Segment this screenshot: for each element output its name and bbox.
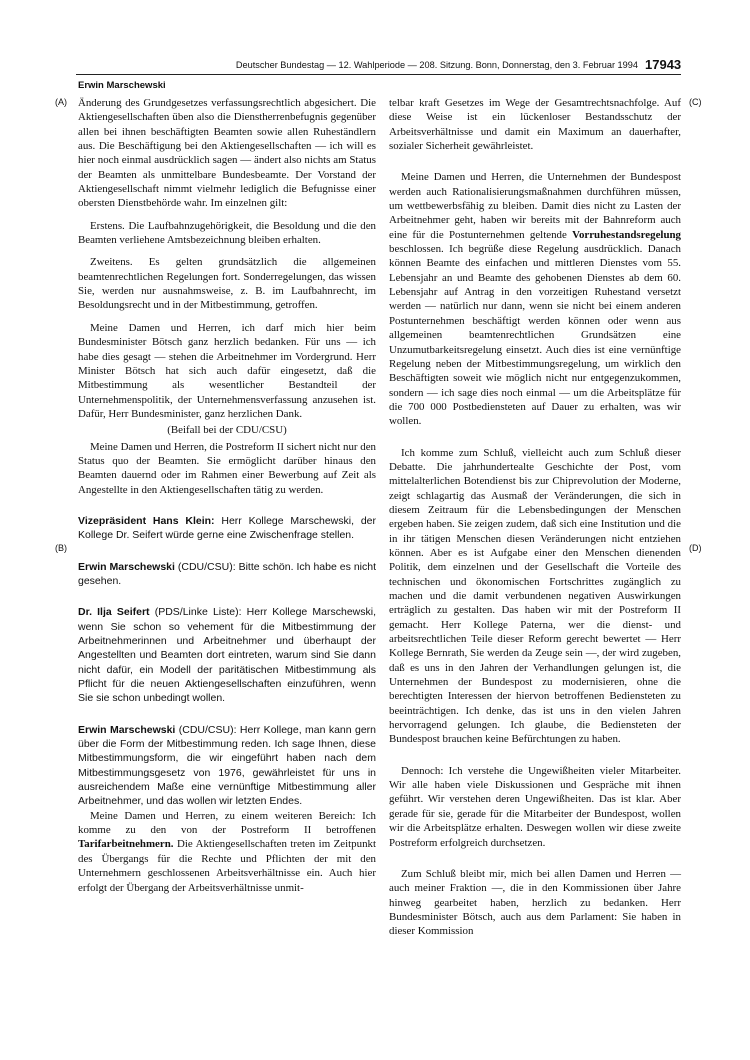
speech-vizepraesident bbox=[78, 514, 376, 543]
speech-text: Herr Kollege Marschewski, der Kollege Dr. Seifert würde gerne eine Zwischenfrage stellen. bbox=[78, 514, 376, 542]
speaker-name: Erwin Marschewski bbox=[78, 560, 175, 573]
speech-text: (CDU/CSU): Bitte schön. Ich habe es nicht gesehen. bbox=[78, 560, 376, 587]
speaker-name: Vizepräsident Hans Klein: bbox=[78, 514, 215, 527]
paragraph: telbar kraft Gesetzes im Wege der Gesamtrechtsnachfolge. Auf diese Weise ist ein lückenloser Bestandsschutz der Arbeitsverhältnisse und damit ein Maximum an dauerhafter, sozialer Sicherheit gewährleistet. bbox=[389, 97, 681, 153]
speech-text: (PDS/Linke Liste): Herr Kollege Marschewski, wenn Sie schon so vehement für die Mitbestimmung der Arbeitnehmerinnen und Arbeitnehmer und überhaupt der Angestellten und Beamten dort eintreten, warum sind Sie dann nicht dafür, ein Modell der paritätischen Mitbestimmung als Pflicht für die neuen Aktiengesellschaften einzuführen, wenn Sie sie schon unbedingt wollen. bbox=[78, 606, 376, 705]
paragraph bbox=[389, 170, 681, 428]
paragraph: Meine Damen und Herren, ich darf mich hier beim Bundesminister Bötsch ganz herzlich bedanken. Für uns — ich habe dies gesagt — stehen die Arbeitnehmer im Vordergrund. Herr Minister Bötsch hat sich auch dafür eingesetzt, daß die Mitbestimmung als wesentlicher Bestandteil der Unternehmenspolitik, der Unternehmensverfassung anzusehen ist. Dafür, Herr Bundesminister, ganz herzlichen Dank. bbox=[78, 321, 376, 420]
speech-marschewski bbox=[78, 723, 376, 809]
header-rule bbox=[76, 74, 681, 75]
text-run: Meine Damen und Herren, die Unternehmen der Bundespost werden auch Rationalisierungsmaßnahmen durchführen müssen, um wettbewerbsfähig zu bleiben. Damit dies nicht zu Lasten der Arbeitnehmer geht, haben wir bereits mit der Bahnreform auch eine für die Postunternehmen geltende bbox=[389, 171, 681, 241]
running-header: Deutscher Bundestag — 12. Wahlperiode — 208. Sitzung. Bonn, Donnerstag, den 3. Februar 1994 bbox=[235, 60, 638, 70]
speaker-name: Dr. Ilja Seifert bbox=[78, 606, 150, 619]
speaker-name: Erwin Marschewski bbox=[78, 723, 176, 736]
page-number: 17943 bbox=[645, 57, 682, 72]
margin-marker-a: (A) bbox=[55, 97, 67, 107]
margin-marker-d: (D) bbox=[689, 543, 702, 553]
emphasis: Tarifarbeitnehmern. bbox=[78, 838, 174, 851]
speech-marschewski bbox=[78, 560, 376, 589]
left-column bbox=[78, 96, 376, 895]
paragraph: Zweitens. Es gelten grundsätzlich die allgemeinen beamtenrechtlichen Regelungen fort. Sonderregelungen, das wissen Sie, werden nur ausnahmsweise, z. B. im Laufbahnrecht, im Besoldungsrecht und in der Mitbestimmung, getroffen. bbox=[78, 256, 376, 312]
applause-note: (Beifall bei der CDU/CSU) bbox=[167, 424, 287, 437]
margin-marker-c: (C) bbox=[689, 97, 702, 107]
paragraph: Dennoch: Ich verstehe die Ungewißheiten vieler Mitarbeiter. Wir alle haben viele Diskussionen und Gespräche mit ihnen geführt. Wir verstehen deren Ungewißheiten. Das ist klar. Aber gerade für sie, gerade für die Mitarbeiter der Bundespost, wollen wir die Arbeitsplätze erhalten. Deswegen wollen wir diese zweite Postreform erfolgreich durchsetzen. bbox=[389, 764, 681, 849]
paragraph: Zum Schluß bleibt mir, mich bei allen Damen und Herren — auch meiner Fraktion —, die in den Kommissionen über Jahre hinweg gearbeitet haben, herzlich zu bedanken. Herr Bundesminister Bötsch, auch aus dem Parlament: Sie haben in dieser Kommission bbox=[389, 867, 681, 938]
right-column bbox=[389, 96, 681, 939]
text-run: Die Aktiengesellschaften treten im Zeitpunkt des Übergangs für die Rechte und Pflichten der mit den Unternehmern geschlossenen Arbeitsverhältnisse ein. Auch hier erfolgt der Übergang der Arbeitsverhältnisse unmit- bbox=[78, 838, 376, 894]
text-run: beschlossen. Ich begrüße diese Regelung ausdrücklich. Danach können Beamte des einfachen und mittleren Dienstes vom 55. Lebensjahr an und Beamte des gehobenen Dienstes ab dem 60. Lebensjahr auf Antrag in den vorzeitigen Ruhestand versetzt werden — natürlich nur dann, wenn sie nicht bei einem anderen Postunternehmen beschäftigt werden können oder wenn aus allgemeinen beamtenrechtlichen Grundsätzen eine Unzumutbarkeitsregelung einsetzt. Auch dies ist eine vernünftige Regelung neben der Mitbestimmungsregelung, um wirklich den Beschäftigten soweit wie möglich nicht nur entgegenzukommen, sondern — ich sage dies noch einmal — um die Arbeitsplätze für die 700 000 Postbediensteten auf Dauer zu erhalten, was wir wollen. bbox=[389, 243, 681, 428]
paragraph: Ich komme zum Schluß, vielleicht auch zum Schluß dieser Debatte. Die jahrhundertealte Geschichte der Post, vom mittelalterlichen Botendienst bis zur Chiprevolution der Moderne, zeigt schlagartig das Ausmaß der Veränderungen, die sich in diesem Zeitraum für die Lebensbedingungen der Menschen ergeben haben. Sie zeigen zudem, daß sich eine Institution und die in ihr tätigen Menschen diesen Veränderungen nicht entziehen können. Aber es ist Aufgabe einer den Menschen dienenden Politik, dem einzelnen und der Gesellschaft die Vorteile des technischen und ökonomischen Fortschrittes zugänglich zu machen und die damit verbundenen negativen Auswirkungen erträglich zu gestalten. Das haben wir mit der Postreform II gemacht. Herr Kollege Paterna, wer die dienst- und arbeitsrechtlichen Teile dieser Reform gerecht bewertet — Herr Kollege Bernrath, Sie werden da Zeuge sein —, der wird zugeben, daß es uns in den Jahren der Verhandlungen gelungen ist, die Unternehmen der Bundespost zu modernisieren, ohne die berechtigten Interessen der hiervon betroffenen Bediensteten zu beeinträchtigen. Ich denke, das ist uns in den vielen Jahren hervorragend gelungen. Ich glaube, die Bediensteten der Bundespost brauchen keine Befürchtungen zu haben. bbox=[389, 446, 681, 746]
speaker-header: Erwin Marschewski bbox=[78, 80, 166, 91]
speech-seifert bbox=[78, 605, 376, 705]
paragraph: Änderung des Grundgesetzes verfassungsrechtlich abgesichert. Die Aktiengesellschaften üben also die Dienstherrenbefugnis gegenüber allen bei ihnen beschäftigten Beamten sowie allen Ruheständlern aus. Die Beschäftigung bei den Aktiengesellschaften — ich will es hier noch einmal ausdrücklich sagen — ändert also nichts am Status der Beamten als unmittelbare Bundesbeamte. Der Vorstand der Aktiengesellschaft nimmt vielmehr lediglich die Befugnisse einer obersten Dienstbehörde wahr. Im einzelnen gilt: bbox=[78, 97, 376, 210]
paragraph: Meine Damen und Herren, die Postreform II sichert nicht nur den Status quo der Beamten. Sie ermöglicht darüber hinaus den Beamten dauernd oder im Rahmen einer Bewerbung auf Zeit als Angestellte in den Aktiengesellschaften tätig zu werden. bbox=[78, 440, 376, 496]
text-run: Meine Damen und Herren, zu einem weiteren Bereich: Ich komme zu den von der Postreform II betroffenen bbox=[78, 809, 376, 837]
speech-text: (CDU/CSU): Herr Kollege, man kann gern über die Form der Mitbestimmung reden. Ich sage Ihnen, diese Mitbestimmungsform, die wir eingeführt haben nach dem Mitbestimmungsgesetz von 1976, gewährleistet für uns in ausreichendem Maße eine vernünftige Mitbestimmung aller Arbeitnehmer, und das wollen wir letzten Endes. bbox=[78, 723, 377, 808]
paragraph: Erstens. Die Laufbahnzugehörigkeit, die Besoldung und die den Beamten verliehene Amtsbezeichnung bleiben erhalten. bbox=[78, 219, 376, 247]
emphasis: Vorruhestandsregelung bbox=[572, 228, 681, 241]
margin-marker-b: (B) bbox=[55, 543, 67, 553]
paragraph bbox=[78, 809, 376, 895]
